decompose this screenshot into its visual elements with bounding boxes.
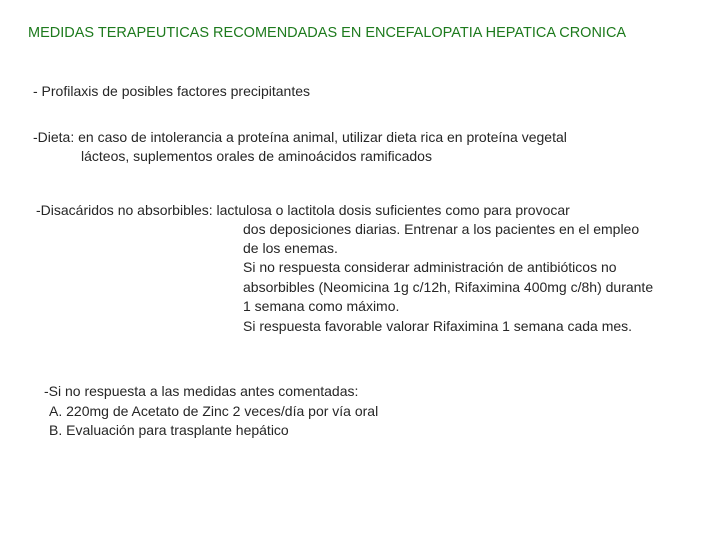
item-disacaridos-line-3: de los enemas. — [243, 240, 338, 256]
item-disacaridos-line-6: 1 semana como máximo. — [243, 298, 400, 314]
item-dieta-line-2: lácteos, suplementos orales de aminoácidos ramificados — [81, 148, 432, 164]
item-disacaridos-line-1: -Disacáridos no absorbibles: lactulosa o lactitola dosis suficientes como para provocar — [36, 202, 570, 218]
option-a: A. 220mg de Acetato de Zinc 2 veces/día por vía oral — [49, 403, 379, 419]
item-disacaridos-line-4: Si no respuesta considerar administración de antibióticos no — [243, 259, 617, 275]
item-profilaxis: - Profilaxis de posibles factores precipitantes — [33, 83, 311, 99]
item-dieta-line-1: -Dieta: en caso de intolerancia a proteína animal, utilizar dieta rica en proteína vegetal — [33, 129, 567, 145]
item-disacaridos-line-2: dos deposiciones diarias. Entrenar a los pacientes en el empleo — [243, 221, 640, 237]
page-title: MEDIDAS TERAPEUTICAS RECOMENDADAS EN ENCEFALOPATIA HEPATICA CRONICA — [28, 25, 627, 41]
item-no-respuesta: -Si no respuesta a las medidas antes comentadas: — [44, 383, 359, 399]
item-disacaridos-line-7: Si respuesta favorable valorar Rifaximina 1 semana cada mes. — [243, 318, 633, 334]
item-disacaridos-line-5: absorbibles (Neomicina 1g c/12h, Rifaximina 400mg c/8h) durante — [243, 279, 654, 295]
option-b: B. Evaluación para trasplante hepático — [49, 422, 289, 438]
